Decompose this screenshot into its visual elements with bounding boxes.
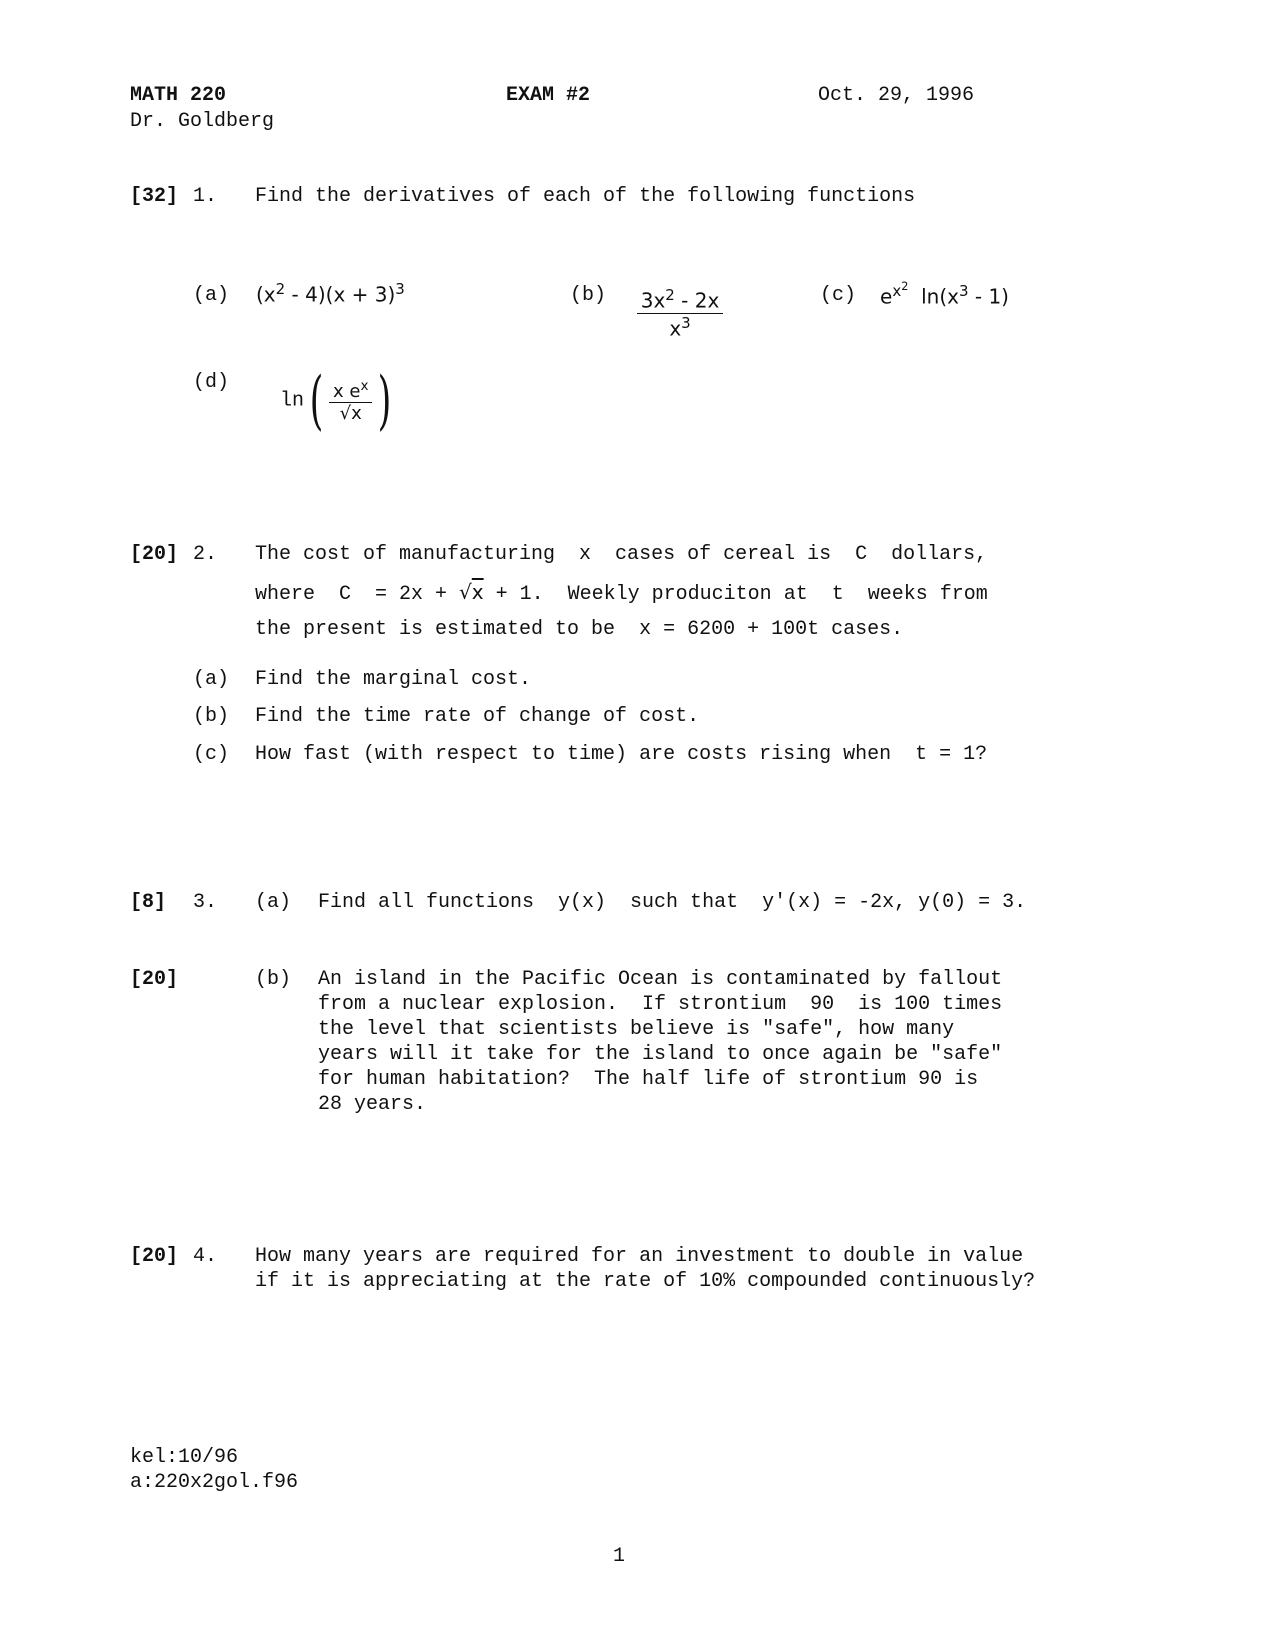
q3-b-line-5: for human habitation? The half life of strontium 90 is [318, 1068, 979, 1091]
q2-line-3: the present is estimated to be x = 6200 + 100t cases. [255, 618, 904, 641]
page-number: 1 [613, 1545, 626, 1568]
q2-c-text: How fast (with respect to time) are costs rising when t = 1? [255, 743, 988, 766]
q1-c-label: (c) [820, 284, 857, 307]
right-paren: ) [378, 364, 392, 438]
q1-points: [32] [130, 185, 179, 208]
exam-date: Oct. 29, 1996 [818, 84, 975, 107]
q3-b-points: [20] [130, 968, 179, 991]
q1-a-label: (a) [193, 284, 230, 307]
ln-text: ln [280, 389, 305, 413]
q3-a-label: (a) [255, 891, 292, 914]
q1-c-expression: $e^{x^2}$ $\ln(x^3 - 1)$ [880, 280, 1009, 309]
q2-b-label: (b) [193, 705, 230, 728]
q3-b-line-2: from a nuclear explosion. If strontium 90 is 100 times [318, 993, 1003, 1016]
q1-a-expression: $(x^2 - 4)(x + 3)^3$ [256, 280, 405, 307]
footer-ref-2: a:220x2gol.f96 [130, 1471, 299, 1494]
left-paren: ( [309, 364, 324, 438]
q1-b-label: (b) [570, 284, 607, 307]
q1-b-fraction: $\frac{3x^2 - 2x}{x^3}$ [624, 262, 723, 340]
q2-points: [20] [130, 543, 179, 566]
q2-line-2: where C = 2x + √x + 1. Weekly produciton at t weeks from [255, 580, 988, 606]
q4-points: [20] [130, 1245, 179, 1268]
q3-b-label: (b) [255, 968, 292, 991]
q2-c-label: (c) [193, 743, 230, 766]
q2-number: 2. [193, 543, 218, 566]
q3-b-line-3: the level that scientists believe is "safe", how many [318, 1018, 955, 1041]
q2-a-label: (a) [193, 668, 230, 691]
q2-a-text: Find the marginal cost. [255, 668, 532, 691]
exam-title: EXAM #2 [506, 84, 591, 107]
q2-line-1: The cost of manufacturing x cases of cereal is C dollars, [255, 543, 988, 566]
q4-line-1: How many years are required for an investment to double in value [255, 1245, 1024, 1268]
q3-b-line-1: An island in the Pacific Ocean is contaminated by fallout [318, 968, 1003, 991]
q3-b-line-6: 28 years. [318, 1093, 427, 1116]
q2-b-text: Find the time rate of change of cost. [255, 705, 700, 728]
q3-number: 3. [193, 891, 218, 914]
course-title: MATH 220 [130, 84, 227, 107]
q1-d-fraction: $\frac{x e^x}{√x}$ [329, 378, 372, 424]
q3-b-line-4: years will it take for the island to once again be "safe" [318, 1043, 1003, 1066]
q1-number: 1. [193, 185, 218, 208]
q1-d-label: (d) [193, 371, 230, 394]
q3-points: [8] [130, 891, 167, 914]
footer-ref-1: kel:10/96 [130, 1446, 239, 1469]
q1-d-expression [256, 346, 397, 438]
q4-line-2: if it is appreciating at the rate of 10% compounded continuously? [255, 1270, 1036, 1293]
q1-prompt: Find the derivatives of each of the following functions [255, 185, 916, 208]
instructor-name: Dr. Goldberg [130, 110, 275, 133]
q3-a-text: Find all functions y(x) such that y'(x) = -2x, y(0) = 3. [318, 891, 1027, 914]
q4-number: 4. [193, 1245, 218, 1268]
